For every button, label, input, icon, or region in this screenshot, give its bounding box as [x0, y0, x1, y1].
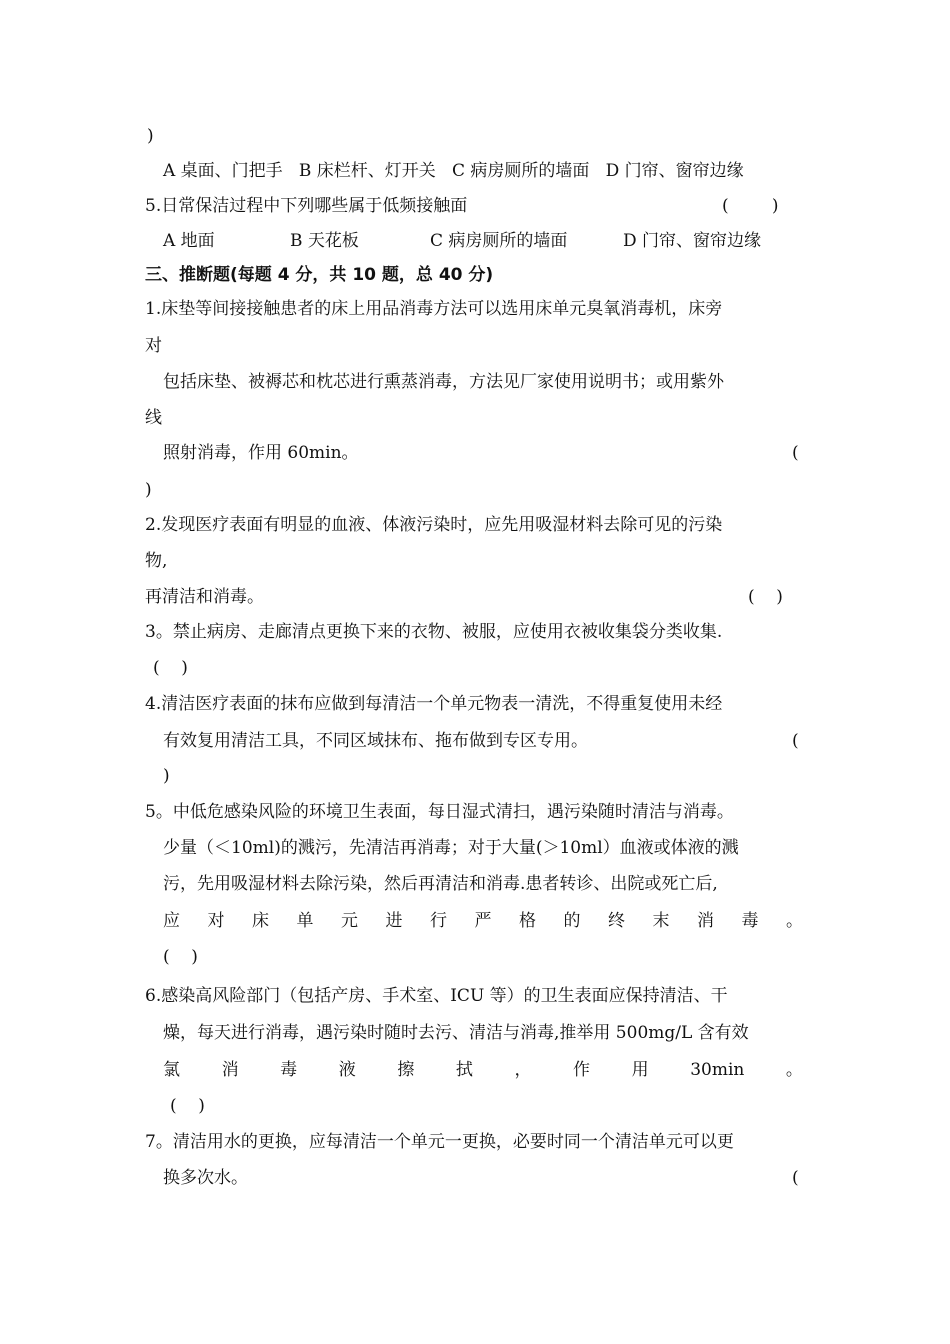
char: 用 [631, 1060, 649, 1080]
question-7-line-1: 7。清洁用水的更换，应每清洁一个单元一更换，必要时同一个清洁单元可以更 [145, 1132, 734, 1152]
question-6-line-1: 6.感染高风险部门（包括产房、手术室、ICU 等）的卫生表面应保持清洁、干 [145, 986, 728, 1006]
option-c: C 病房厕所的墙面 [430, 231, 568, 251]
answer-bracket: ( ) [748, 587, 783, 607]
char: 严 [474, 911, 492, 931]
char: 擦 [397, 1060, 415, 1080]
question-1-line-3: 包括床垫、被褥芯和枕芯进行熏蒸消毒，方法见厂家使用说明书；或用紫外 [163, 372, 724, 392]
option-a: A 地面 [163, 231, 215, 251]
question-3-line-1: 3。禁止病房、走廊清点更换下来的衣物、被服，应使用衣被收集袋分类收集. [145, 622, 723, 642]
question-4-line-1: 4.清洁医疗表面的抹布应做到每清洁一个单元物表一清洗，不得重复使用未经 [145, 694, 723, 714]
char: 消 [221, 1060, 239, 1080]
option-b: B 天花板 [290, 231, 359, 251]
question-6-line-3 [163, 1058, 803, 1082]
char: 拭 [455, 1060, 473, 1080]
answer-bracket: ( [792, 731, 799, 751]
answer-bracket: ( ) [163, 947, 198, 967]
option-d: D 门帘、窗帘边缘 [623, 231, 762, 251]
question-5-line-3: 污，先用吸湿材料去除污染，然后再清洁和消毒.患者转诊、出院或死亡后, [163, 874, 718, 894]
char: 进 [385, 911, 403, 931]
char: 末 [652, 911, 670, 931]
char: 行 [430, 911, 447, 931]
section-heading: 三、推断题(每题 4 分，共 10 题，总 40 分) [145, 265, 494, 285]
text-line: ) [147, 126, 154, 146]
char: 终 [608, 911, 625, 931]
answer-bracket-close: ) [163, 766, 170, 786]
question-6-line-2: 燥，每天进行消毒，遇污染时随时去污、清洁与消毒,推举用 500mg/L 含有效 [163, 1023, 749, 1043]
question-5-line-1: 5。中低危感染风险的环境卫生表面，每日湿式清扫，遇污染随时清洁与消毒。 [145, 802, 734, 822]
char: 对 [207, 911, 225, 931]
question-2-line-3: 再清洁和消毒。 [145, 587, 264, 607]
char: 液 [338, 1060, 356, 1080]
answer-bracket: ( ) [170, 1096, 205, 1116]
question-1-line-1: 1.床垫等间接接触患者的床上用品消毒方法可以选用床单元臭氧消毒机，床旁 [145, 299, 723, 319]
char: 单 [296, 911, 314, 931]
question-2-line-2: 物, [145, 551, 168, 571]
question-7-line-2: 换多次水。 [163, 1168, 248, 1188]
question-4-options: A 桌面、门把手 B 床栏杆、灯开关 C 病房厕所的墙面 D 门帘、窗帘边缘 [163, 161, 744, 181]
char: 。 [786, 911, 803, 931]
question-5-line-4 [163, 909, 803, 933]
answer-bracket-close: ) [145, 480, 152, 500]
char: 。 [785, 1060, 803, 1080]
char: 床 [252, 911, 269, 931]
char: 毒 [280, 1060, 298, 1080]
char: 作 [573, 1060, 591, 1080]
char: 的 [563, 911, 581, 931]
question-1-line-4: 线 [145, 408, 162, 428]
question-1-line-2: 对 [145, 336, 162, 356]
question-4-line-2: 有效复用清洁工具，不同区域抹布、拖布做到专区专用。 [163, 731, 588, 751]
char: 元 [341, 911, 358, 931]
question-5-stem: 5.日常保洁过程中下列哪些属于低频接触面 [145, 196, 468, 216]
char: 30min [690, 1060, 745, 1080]
char: 应 [163, 911, 180, 931]
char: ， [514, 1060, 532, 1080]
answer-bracket: ( [792, 443, 799, 463]
question-2-line-1: 2.发现医疗表面有明显的血液、体液污染时，应先用吸湿材料去除可见的污染 [145, 515, 723, 535]
char: 消 [697, 911, 714, 931]
answer-bracket: ( [792, 1168, 799, 1188]
answer-bracket: ( ) [153, 658, 188, 678]
question-1-line-5: 照射消毒，作用 60min。 [163, 443, 359, 463]
answer-bracket: ( ) [722, 196, 779, 216]
char: 氯 [163, 1060, 180, 1080]
char: 格 [519, 911, 536, 931]
question-5-line-2: 少量（＜10ml)的溅污，先清洁再消毒；对于大量(＞10ml）血液或体液的溅 [163, 838, 739, 858]
char: 毒 [741, 911, 759, 931]
